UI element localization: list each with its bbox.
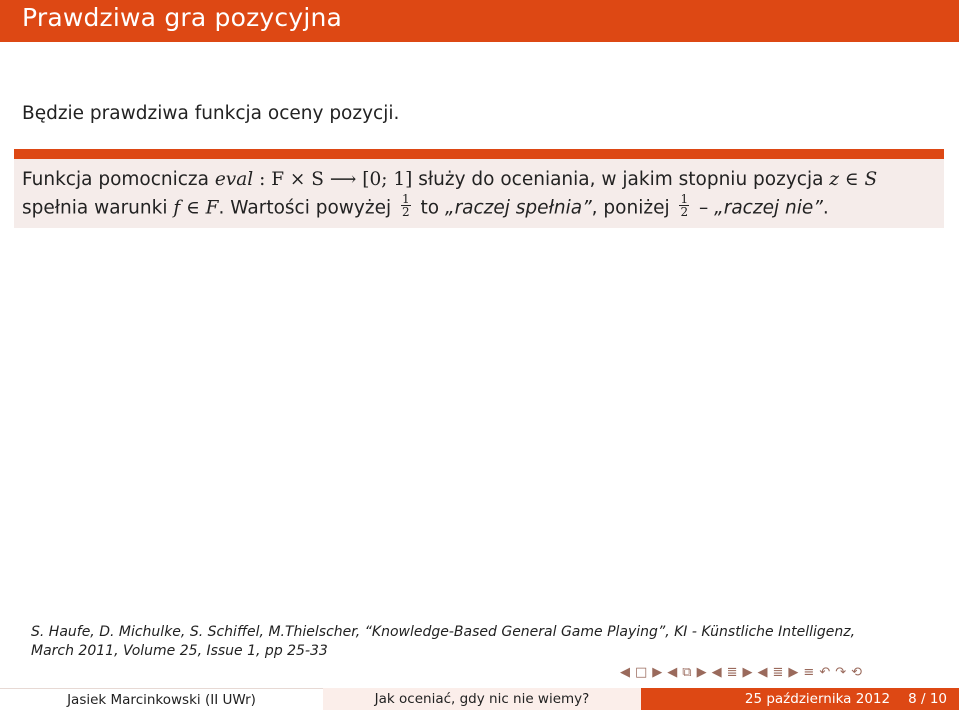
nav-menu-icon[interactable]: ≡ — [803, 665, 815, 680]
footer-date: 25 października 2012 — [744, 691, 891, 707]
math-signature: : F × S ⟶ [0; 1] — [253, 169, 413, 190]
text-segment: Funkcja pomocnicza — [22, 169, 215, 190]
nav-next-frame-icon[interactable]: ▶ — [696, 665, 707, 680]
nav-subsection-icon[interactable]: ≣ — [726, 665, 738, 680]
fraction-half — [679, 193, 689, 218]
math-f-in-f: f ∈ F — [173, 197, 219, 219]
dash: – — [699, 197, 715, 219]
footer-date-page — [641, 688, 959, 710]
title-bar — [0, 0, 959, 42]
nav-next-subsection-icon[interactable]: ▶ — [742, 665, 753, 680]
nav-slide-icon[interactable]: □ — [635, 665, 648, 680]
fraction-denominator: 2 — [402, 205, 410, 219]
text-segment: służy do oceniania, w jakim stopniu pozycja — [412, 169, 830, 190]
intro-text: Będzie prawdziwa funkcja oceny pozycji. — [22, 103, 400, 124]
footer-page-number: 8 / 10 — [908, 691, 947, 707]
nav-back-icon[interactable]: ↶ — [819, 665, 831, 680]
math-eval: eval — [214, 169, 254, 190]
nav-frame-icon[interactable]: ⧉ — [682, 665, 692, 680]
quote-raczej-spelnia: „raczej spełnia” — [444, 197, 592, 219]
fraction-numerator: 1 — [680, 192, 689, 206]
reference-line-1: S. Haufe, D. Michulke, S. Schiffel, M.Thielscher, “Knowledge-Based General Game Playing”, KI - Künstliche Intelligenz, — [31, 624, 856, 640]
text-segment: . Wartości powyżej — [218, 197, 392, 219]
nav-forward-icon[interactable]: ↷ — [835, 665, 847, 680]
definition-block — [14, 159, 944, 228]
math-z-in-s: z ∈ S — [829, 169, 878, 190]
nav-prev-frame-icon[interactable]: ◀ — [667, 665, 678, 680]
block-header — [14, 149, 944, 159]
fraction-denominator: 2 — [680, 205, 689, 219]
definition-line-2 — [22, 192, 829, 221]
quote-raczej-nie: „raczej nie” — [714, 197, 823, 219]
beamer-navigation — [620, 665, 862, 680]
nav-prev-section-icon[interactable]: ◀ — [757, 665, 768, 680]
text-segment: to — [420, 197, 445, 219]
text-segment: spełnia warunki — [22, 197, 174, 219]
reference-line-2: March 2011, Volume 25, Issue 1, pp 25-33 — [31, 643, 328, 659]
period: . — [822, 197, 829, 219]
footer — [0, 688, 959, 710]
nav-prev-slide-icon[interactable]: ◀ — [620, 665, 630, 680]
nav-next-slide-icon[interactable]: ▶ — [652, 665, 663, 680]
fraction-numerator: 1 — [402, 192, 410, 206]
definition-line-1 — [22, 169, 877, 190]
nav-section-icon[interactable]: ≣ — [772, 665, 784, 680]
footer-author: Jasiek Marcinkowski (II UWr) — [0, 688, 323, 710]
nav-prev-subsection-icon[interactable]: ◀ — [711, 665, 722, 680]
fraction-half — [401, 193, 411, 218]
nav-search-icon[interactable]: ⟲ — [851, 665, 863, 680]
nav-next-section-icon[interactable]: ▶ — [788, 665, 799, 680]
reference — [31, 623, 931, 661]
text-segment: , poniżej — [591, 197, 670, 219]
footer-talk-title: Jak oceniać, gdy nic nie wiemy? — [323, 688, 641, 710]
slide-title: Prawdziwa gra pozycyjna — [22, 3, 343, 32]
